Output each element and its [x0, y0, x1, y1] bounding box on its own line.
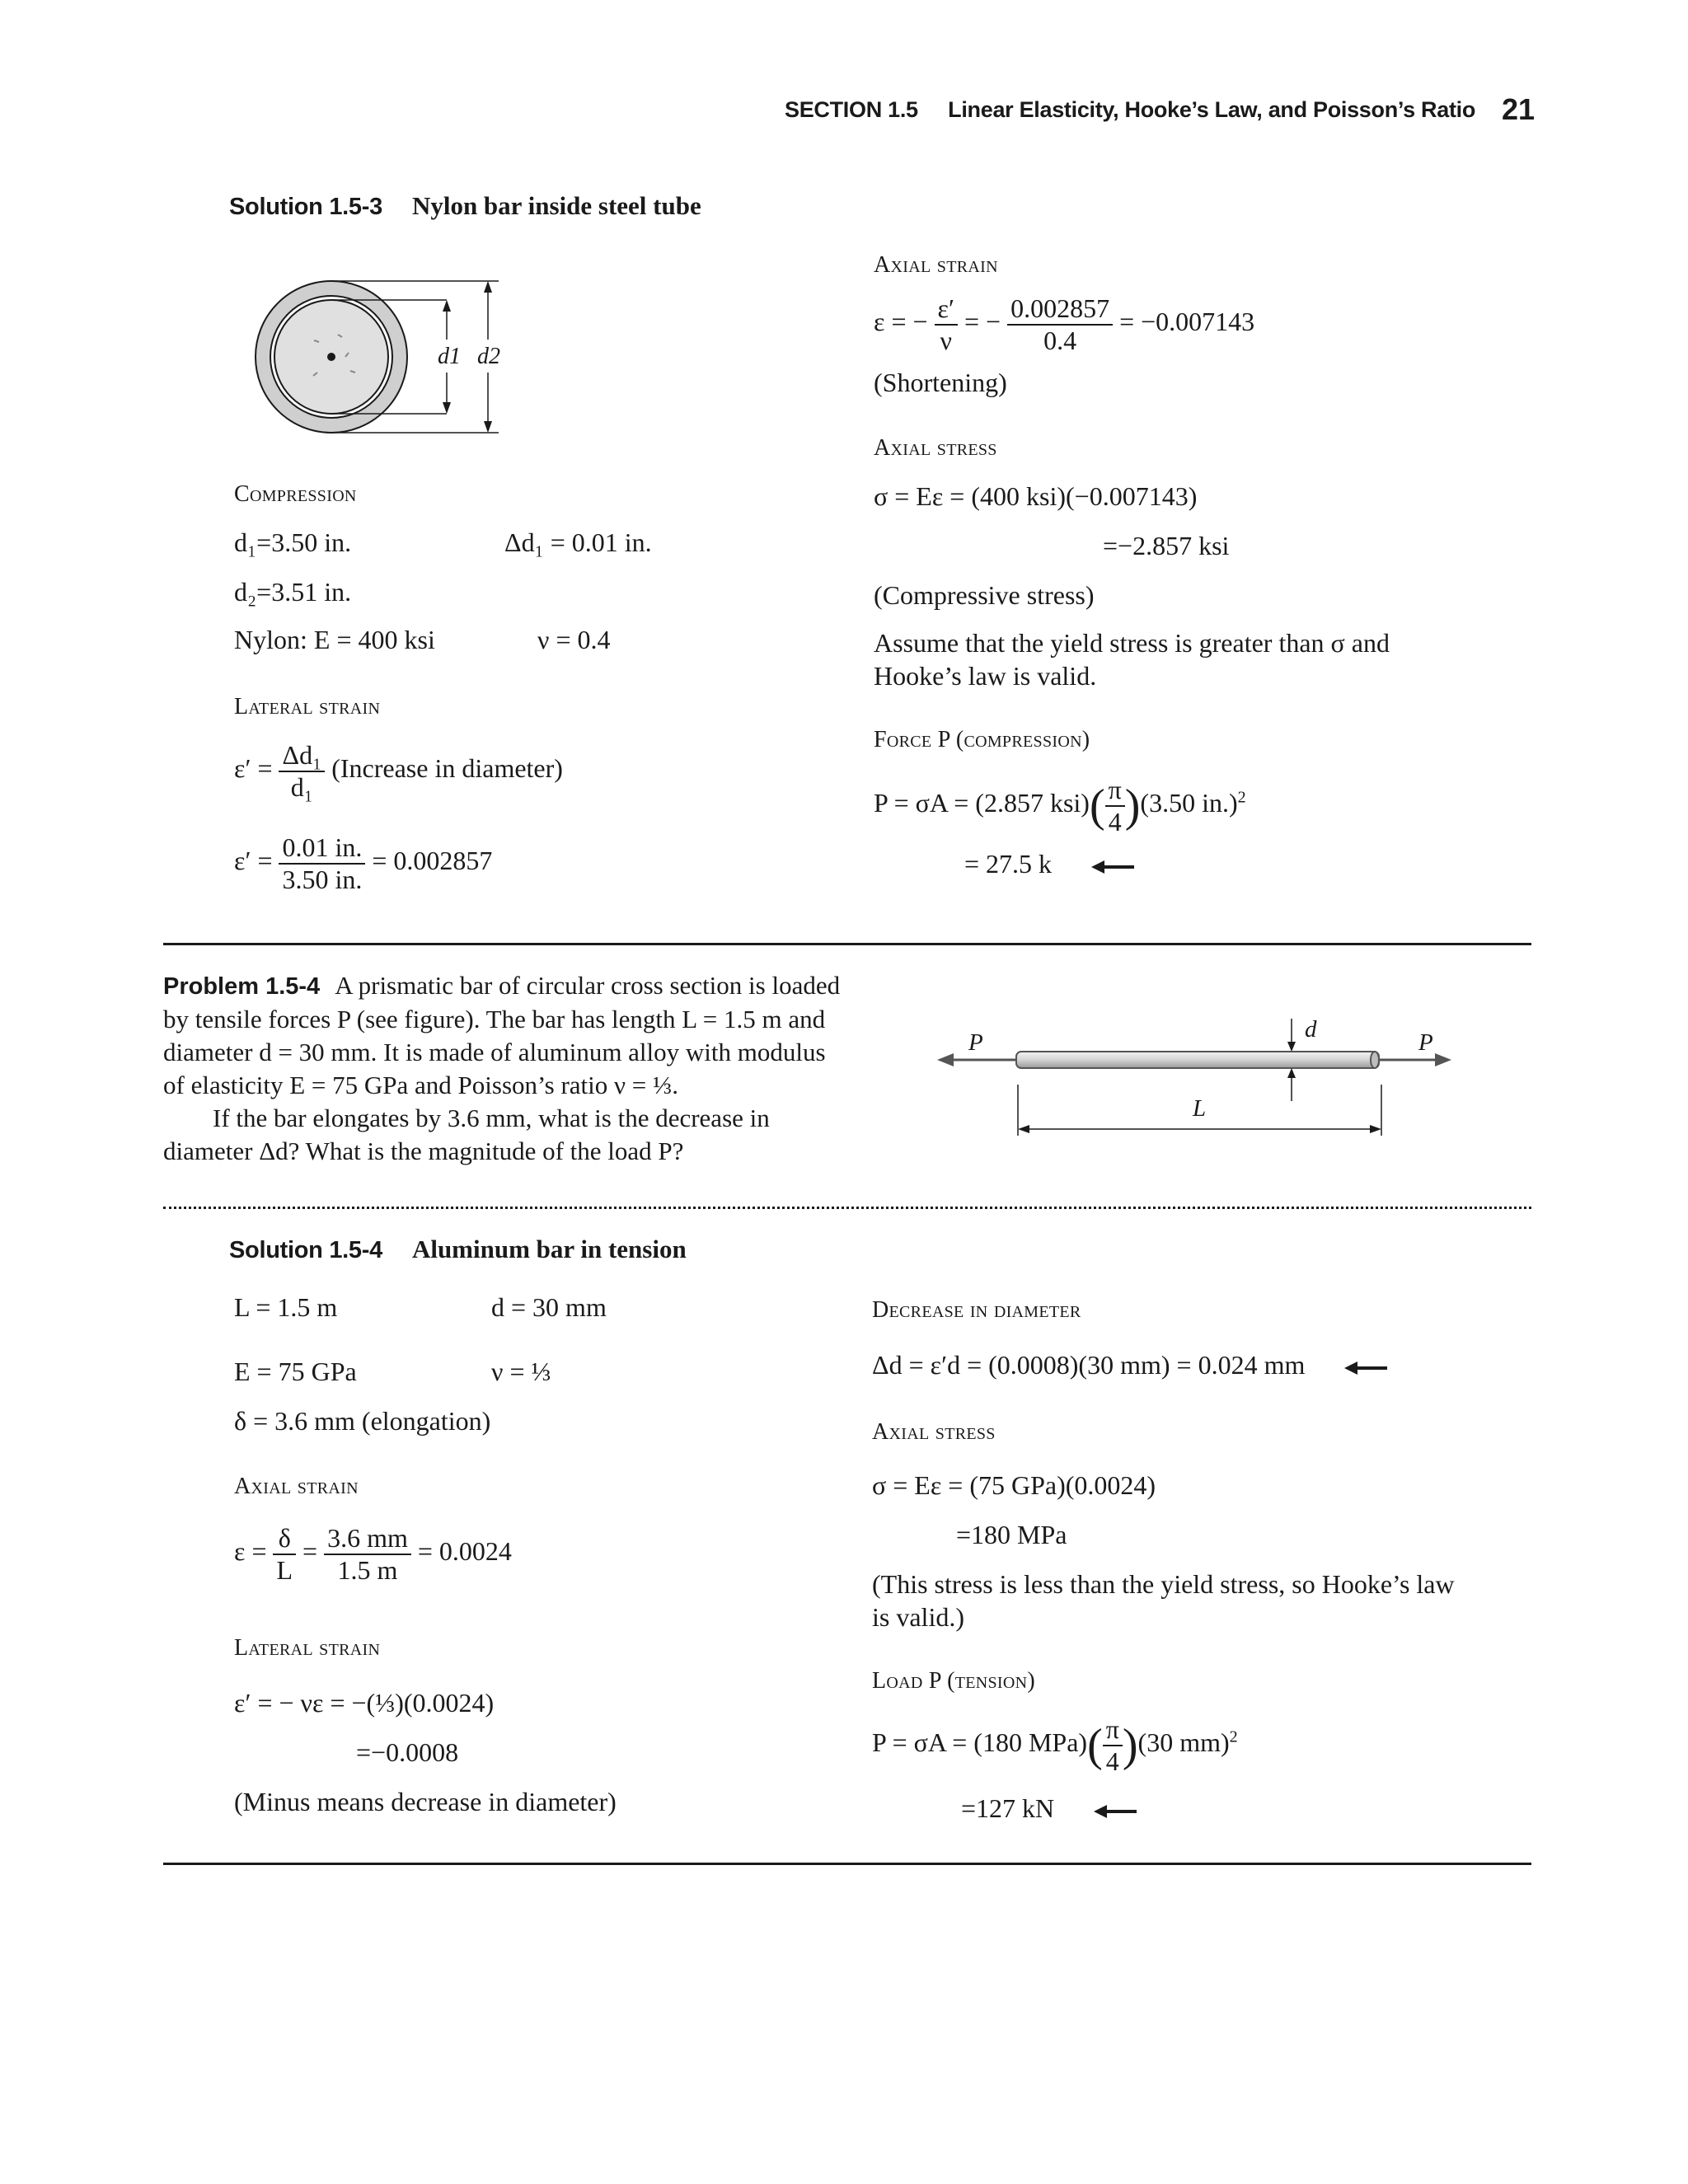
lateral-strain-value-4: =−0.0008 [356, 1737, 459, 1767]
solution-4-heading [229, 1235, 687, 1264]
lateral-strain-formula-4: ε′ = − νε = −(⅓)(0.0024) [234, 1688, 495, 1718]
shortening-note: (Shortening) [874, 368, 1007, 397]
compression-heading: Compression [234, 481, 357, 507]
load-result: =127 kN [961, 1793, 1137, 1824]
solution-4-number: Solution 1.5-4 [229, 1237, 382, 1263]
validity-line-1: (This stress is less than the yield stress, so Hooke’s law [872, 1569, 1455, 1599]
problem-4-statement: Problem 1.5-4 A prismatic bar of circular cross section is loaded by tensile forces P (see figure). The bar has length L = 1.5 m and diameter d = 30 mm. It is made of aluminum alloy with modulus of elasticity E = 75 GPa and Poisson’s ratio ν = ⅓. If the bar elongates by 3.6 mm, what is the decrease in diameter Δd? What is the magnitude of the load P? [163, 971, 841, 1165]
problem-4-label: Problem 1.5-4 [163, 973, 321, 1000]
section-label: SECTION 1.5 [785, 97, 918, 122]
stress-formula: σ = Eε = (400 ksi)(−0.007143) [874, 481, 1198, 511]
axial-strain-heading-4: Axial strain [234, 1474, 359, 1499]
right-force-arrow [1435, 1053, 1451, 1066]
fig-d-label: d [1305, 1016, 1317, 1043]
solution-3-title: Nylon bar inside steel tube [411, 191, 701, 220]
left-force-arrow [937, 1053, 954, 1066]
stress-formula-4: σ = Eε = (75 GPa)(0.0024) [872, 1470, 1156, 1500]
validity-line-2: is valid.) [872, 1602, 964, 1632]
section-title: Linear Elasticity, Hooke’s Law, and Poisson’s Ratio [948, 97, 1476, 122]
load-heading: Load P (tension) [872, 1668, 1035, 1694]
fig-l-label: L [1193, 1095, 1207, 1122]
length-value: L = 1.5 m [234, 1292, 338, 1322]
decrease-heading: Decrease in diameter [872, 1297, 1081, 1323]
lateral-strain-heading: Lateral strain [234, 694, 381, 719]
elongation-value: δ = 3.6 mm (elongation) [234, 1406, 491, 1436]
load-formula: P = σA = (180 MPa)( $\frac{\pi}{4}$ )(30 mm)$^2$ [872, 1714, 1238, 1776]
answer-arrow-icon [1344, 1360, 1387, 1376]
decrease-value: Δd = ε′d = (0.0008)(30 mm) = 0.024 mm [872, 1350, 1387, 1380]
stress-value: =−2.857 ksi [1103, 531, 1230, 560]
answer-arrow-icon [1091, 859, 1134, 875]
d2-value: d₂=3.51 in. [234, 577, 352, 607]
axial-strain-formula-4: ε = $\frac{\delta}{L}$ = $\frac{3.6 mm}{1.5 m}$ = 0.0024 [234, 1523, 512, 1585]
compressive-note: (Compressive stress) [874, 580, 1095, 610]
delta-d1-value: Δd₁ = 0.01 in. [504, 527, 652, 557]
nylon-poisson: ν = 0.4 [537, 625, 611, 654]
modulus-value: E = 75 GPa [234, 1357, 357, 1386]
minus-note: (Minus means decrease in diameter) [234, 1787, 617, 1816]
assumption-line-1: Assume that the yield stress is greater than σ and [874, 628, 1390, 658]
running-header [785, 97, 1475, 123]
tube-cross-section-figure [235, 279, 515, 435]
fig-p-left: P [968, 1029, 983, 1056]
force-heading: Force P (compression) [874, 727, 1090, 752]
force-formula: P = σA = (2.857 ksi)( $\frac{\pi}{4}$ )(3.50 in.)$^2$ [874, 775, 1246, 837]
poisson-value: ν = ⅓ [491, 1357, 551, 1386]
section-rule-bottom [163, 1863, 1531, 1865]
fig-p-right: P [1418, 1029, 1433, 1056]
assumption-line-2: Hooke’s law is valid. [874, 661, 1097, 691]
center-dot [327, 353, 335, 361]
page-number: 21 [1502, 92, 1536, 126]
nylon-modulus: Nylon: E = 400 ksi [234, 625, 435, 654]
solution-3-heading [229, 191, 701, 221]
prismatic-bar [1016, 1052, 1379, 1068]
section-rule-top [163, 943, 1531, 945]
axial-strain-formula: ε = − $\frac{\varepsilon'}{\nu}$ = − $\frac{0.002857}{0.4}$ = −0.007143 [874, 293, 1255, 355]
axial-stress-heading: Axial stress [874, 435, 997, 461]
lateral-strain-heading-4: Lateral strain [234, 1635, 381, 1661]
fig-d1-label: d1 [438, 344, 461, 369]
stress-value-4: =180 MPa [956, 1520, 1067, 1549]
fig-d2-label: d2 [477, 344, 500, 369]
bar-tension-figure [935, 1012, 1455, 1144]
axial-stress-heading-4: Axial stress [872, 1419, 996, 1445]
solution-4-title: Aluminum bar in tension [411, 1235, 687, 1263]
force-result: = 27.5 k [964, 849, 1134, 879]
d1-value: d₁=3.50 in. [234, 527, 352, 557]
answer-arrow-icon [1094, 1803, 1137, 1820]
solution-3-number: Solution 1.5-3 [229, 194, 382, 220]
section-rule-dotted [163, 1207, 1531, 1209]
diameter-value: d = 30 mm [491, 1292, 607, 1322]
lateral-strain-formula: ε′ = $\frac{\text{Δd₁}}{\text{d₁}}$ (Increase in diameter) [234, 740, 563, 802]
axial-strain-heading: Axial strain [874, 252, 998, 278]
lateral-strain-value: ε′ = $\frac{0.01 in.}{3.50 in.}$ = 0.002857 [234, 832, 493, 894]
